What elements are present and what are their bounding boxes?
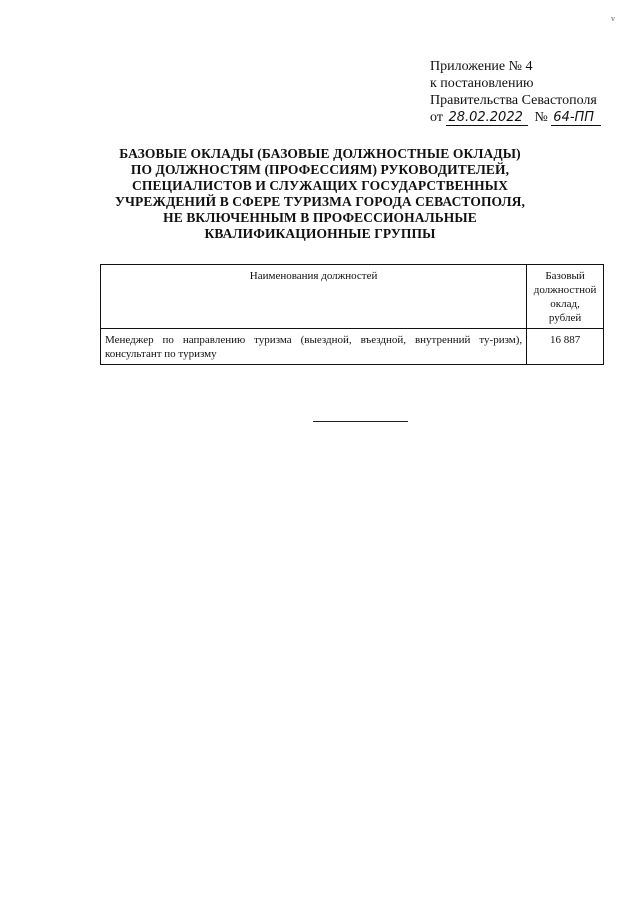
to-resolution: к постановлению bbox=[430, 76, 534, 91]
title-line: ПО ДОЛЖНОСТЯМ (ПРОФЕССИЯМ) РУКОВОДИТЕЛЕЙ, bbox=[130, 162, 510, 177]
resolution-date-number bbox=[430, 109, 630, 126]
title-line: НЕ ВКЛЮЧЕННЫМ В ПРОФЕССИОНАЛЬНЫЕ bbox=[163, 210, 477, 225]
header-salary-line: должностной bbox=[533, 284, 597, 296]
title-line: УЧРЕЖДЕНИЙ В СФЕРЕ ТУРИЗМА ГОРОДА СЕВАСТОПОЛЯ, bbox=[115, 194, 525, 209]
title-line: СПЕЦИАЛИСТОВ И СЛУЖАЩИХ ГОСУДАРСТВЕННЫХ bbox=[132, 178, 508, 193]
header-salary-line: Базовый bbox=[545, 270, 585, 282]
date-prefix: от bbox=[430, 110, 443, 125]
salary-table bbox=[100, 264, 604, 365]
table-header-row bbox=[101, 265, 604, 329]
salary-value-cell: 16 887 bbox=[527, 329, 604, 365]
end-separator-line bbox=[313, 421, 408, 422]
resolution-number: 64-ПП bbox=[551, 111, 601, 126]
appendix-number: Приложение № 4 bbox=[430, 59, 533, 74]
number-prefix: № bbox=[534, 110, 548, 125]
header-base-salary bbox=[527, 265, 604, 329]
resolution-date: 28.02.2022 bbox=[446, 111, 528, 126]
appendix-block bbox=[430, 58, 630, 126]
header-position-name: Наименования должностей bbox=[101, 265, 527, 329]
header-salary-line: рублей bbox=[548, 312, 582, 324]
position-name-cell: Менеджер по направлению туризма (выездной, въездной, внутренний ту-ризм), консультант по туризму bbox=[101, 329, 527, 365]
header-salary-line: оклад, bbox=[550, 298, 580, 310]
corner-mark: v bbox=[611, 14, 615, 23]
title-line: КВАЛИФИКАЦИОННЫЕ ГРУППЫ bbox=[204, 226, 436, 241]
document-title bbox=[110, 146, 530, 242]
government-name: Правительства Севастополя bbox=[430, 93, 597, 108]
title-line: БАЗОВЫЕ ОКЛАДЫ (БАЗОВЫЕ ДОЛЖНОСТНЫЕ ОКЛАДЫ) bbox=[119, 146, 521, 161]
table-row bbox=[101, 329, 604, 365]
